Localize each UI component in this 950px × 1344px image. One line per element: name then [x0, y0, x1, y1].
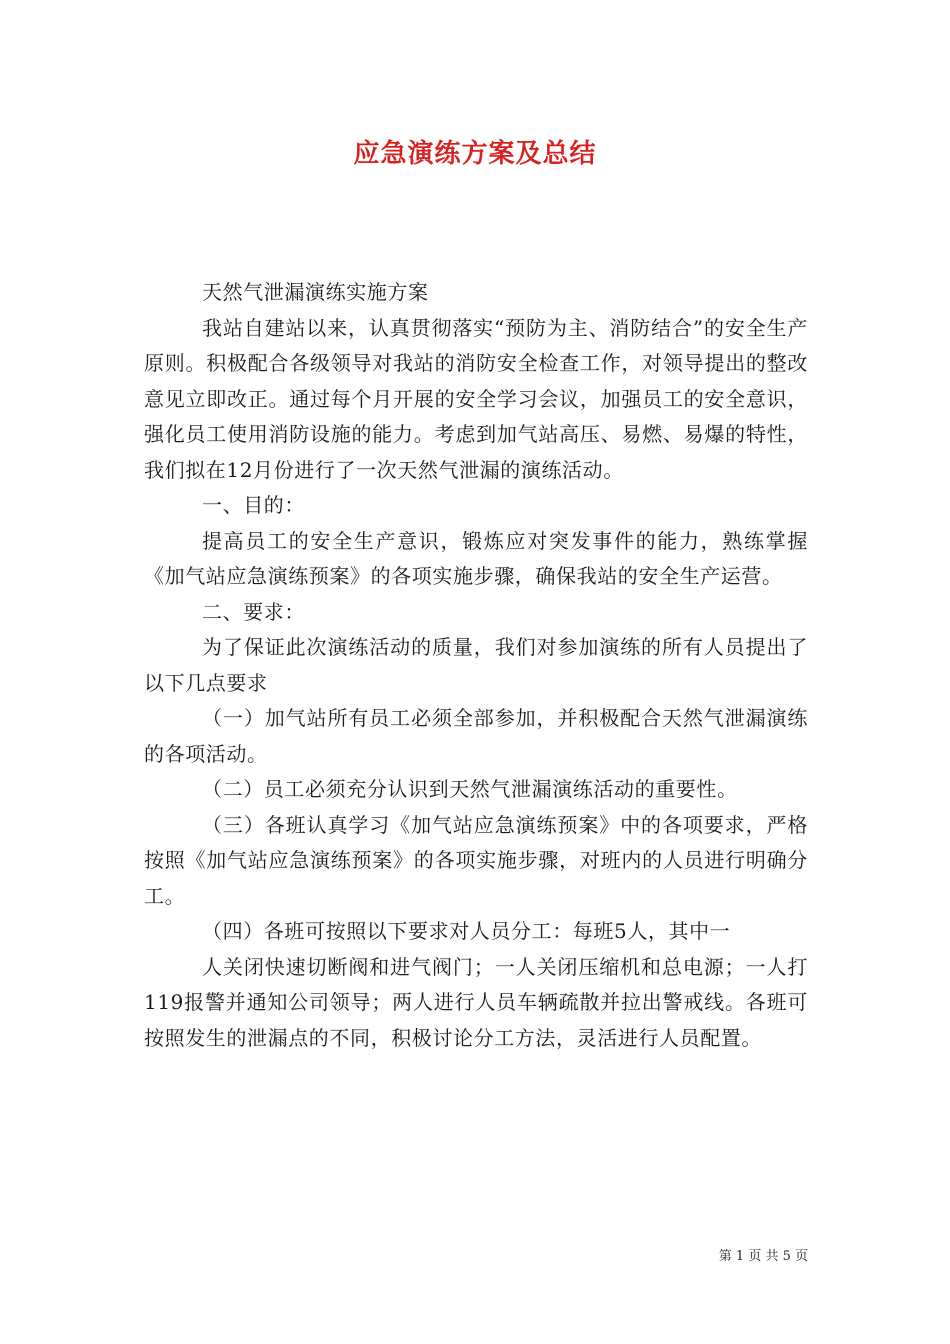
document-body [144, 275, 808, 1056]
requirement-item-4: （四）各班可按照以下要求对人员分工：每班5人，其中一 [202, 919, 731, 943]
requirements-intro-paragraph: 为了保证此次演练活动的质量，我们对参加演练的所有人员提出了以下几点要求 [144, 635, 808, 695]
purpose-paragraph: 提高员工的安全生产意识，锻炼应对突发事件的能力，熟练掌握《加气站应急演练预案》的各项实施步骤，确保我站的安全生产运营。 [144, 528, 808, 588]
requirement-item-3: （三）各班认真学习《加气站应急演练预案》中的各项要求，严格按照《加气站应急演练预案》的各项实施步骤，对班内的人员进行明确分工。 [144, 812, 808, 908]
page-number: 第 1 页 共 5 页 [718, 1249, 808, 1264]
intro-paragraph: 我站自建站以来，认真贯彻落实“预防为主、消防结合”的安全生产原则。积极配合各级领导对我站的消防安全检查工作，对领导提出的整改意见立即改正。通过每个月开展的安全学习会议，加强员工的安全意识，强化员工使用消防设施的能力。考虑到加气站高压、易燃、易爆的特性，我们拟在12月份进行了一次天然气泄漏的演练活动。 [144, 315, 808, 482]
requirement-item-2: （二）员工必须充分认识到天然气泄漏演练活动的重要性。 [202, 777, 738, 801]
section-heading-purpose: 一、目的： [202, 493, 305, 517]
subtitle-paragraph: 天然气泄漏演练实施方案 [202, 280, 429, 304]
requirement-item-4-detail: 人关闭快速切断阀和进气阀门；一人关闭压缩机和总电源；一人打119报警并通知公司领导；两人进行人员车辆疏散并拉出警戒线。各班可按照发生的泄漏点的不同，积极讨论分工方法，灵活进行人员配置。 [144, 954, 808, 1050]
section-heading-requirements: 二、要求： [202, 599, 305, 624]
document-title: 应急演练方案及总结 [353, 139, 597, 169]
requirement-item-1: （一）加气站所有员工必须全部参加，并积极配合天然气泄漏演练的各项活动。 [144, 706, 808, 766]
